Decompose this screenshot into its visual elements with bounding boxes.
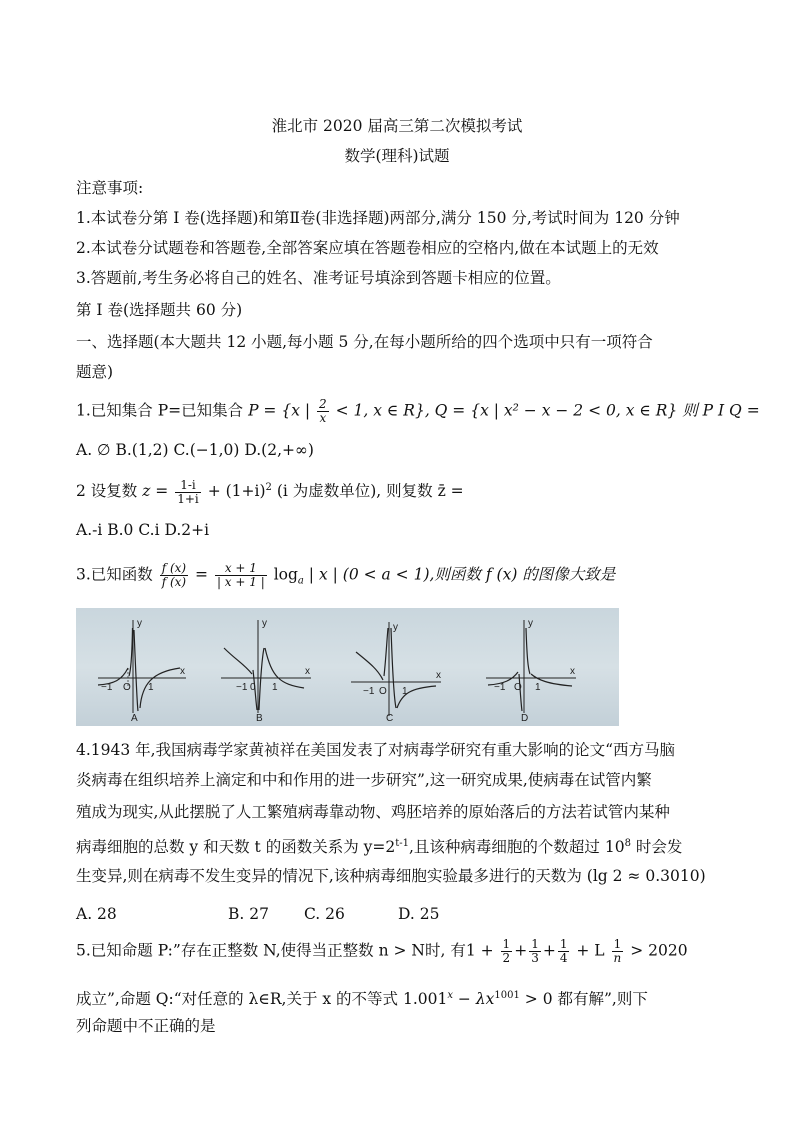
question-2 — [76, 478, 464, 506]
graph-b-origin: 0 — [250, 682, 256, 693]
q2-prefix: 2 设复数 — [76, 482, 143, 501]
q3-fraction-1 — [160, 562, 188, 589]
graph-d-label: D — [521, 713, 529, 724]
q4-line-4 — [76, 834, 682, 857]
graph-c-origin: O — [379, 686, 387, 697]
q3-eq: = — [190, 565, 213, 584]
graph-c-label: C — [386, 713, 394, 724]
graph-b-tick-right: 1 — [272, 682, 278, 693]
q2-post: + (1+i) — [202, 482, 266, 501]
q2-z-eq: z = — [142, 482, 174, 501]
q5-line2-exp2: 1001 — [494, 990, 520, 1001]
q4-line4-pre: 病毒细胞的总数 y 和天数 t 的函数关系为 y=2 — [76, 838, 396, 857]
q4-line-5: 生变异,则在病毒不发生变异的情况下,该种病毒细胞实验最多进行的天数为 (lg 2 ≈ 0.3010) — [76, 867, 706, 885]
graph-d-origin: O — [514, 682, 522, 693]
q4-line4-post: 时会发 — [630, 838, 683, 857]
q4-option-d: D. 25 — [398, 905, 440, 923]
graph-d-tick-right: 1 — [535, 682, 541, 693]
q3-frac1-num: f (x) — [161, 561, 187, 575]
q1-fraction — [317, 398, 329, 425]
q5-frac-1-den: 2 — [502, 951, 511, 965]
note-item-3: 3.答题前,考生务必将自己的姓名、准考证号填涂到答题卡相应的位置。 — [76, 269, 561, 287]
q5-line2-exp1: x — [447, 990, 453, 1001]
exam-title: 淮北市 2020 届高三第二次模拟考试 — [271, 117, 523, 135]
q5-frac-2-den: 3 — [531, 951, 539, 965]
q4-line-1: 4.1943 年,我国病毒学家黄祯祥在美国发表了对病毒学研究有重大影响的论文“西方马脑 — [76, 741, 676, 759]
q5-frac-3 — [558, 938, 570, 965]
section-intro-1: 一、选择题(本大题共 12 小题,每小题 5 分,在每小题所给的四个选项中只有一项符合 — [76, 333, 653, 351]
graph-c-x-label: x — [436, 670, 441, 681]
graph-c — [351, 622, 441, 724]
graph-b-y-label: y — [262, 618, 267, 629]
graph-c-y-label: y — [393, 622, 398, 633]
q5-frac-2-num: 1 — [531, 937, 539, 951]
graph-a — [98, 618, 186, 724]
q5-line-1: 5.已知命题 P:”存在正整数 N,使得当正整数 n > N时, 有1 + $\frac{1}{2}$ + $\frac{1}{3}$ + $\frac{1}{4}$ + L $\frac{1}{n}$ > 2020 — [76, 937, 688, 965]
graph-d-tick-left: −1 — [494, 682, 506, 693]
q3-log: log — [268, 565, 298, 584]
q5-line2-mid: − λx — [453, 990, 495, 1009]
q3-frac2-den: | x + 1 | — [216, 575, 265, 589]
q5-frac-1 — [501, 938, 513, 965]
q1-frac-num: 2 — [319, 397, 327, 411]
graph-a-origin: O — [123, 682, 131, 693]
q5-frac-4-den: n — [613, 951, 622, 965]
graph-a-x-label: x — [180, 666, 185, 677]
graph-b-tick-left: −1 — [236, 682, 248, 693]
graph-c-tick-right: 1 — [402, 686, 408, 697]
question-1 — [76, 398, 760, 425]
q2-frac-den: 1+i — [177, 491, 199, 506]
q3-log-base: a — [297, 575, 304, 587]
q3-fraction-2 — [215, 562, 267, 589]
q4-option-b: B. 27 — [228, 905, 269, 923]
q2-options: A.-i B.0 C.i D.2+i — [76, 521, 210, 539]
q3-graph-figure — [76, 608, 619, 726]
q2-exp: 2 — [265, 482, 272, 493]
q3-prefix: 3.已知函数 — [76, 565, 158, 584]
graph-b — [221, 618, 311, 724]
q4-line4-mid: ,且该种病毒细胞的个数超过 10 — [409, 838, 625, 857]
section-heading: 第 I 卷(选择题共 60 分) — [76, 301, 243, 319]
q1-prefix: 1.已知集合 P=已知集合 — [76, 401, 249, 420]
graph-a-tick-right: 1 — [148, 682, 154, 693]
q5-frac-4-num: 1 — [612, 938, 624, 952]
q3-frac2-num: x + 1 — [215, 562, 267, 576]
q3-tail: | x | (0 < a < 1),则函数 f (x) 的图像大致是 — [303, 565, 616, 584]
q4-option-c: C. 26 — [304, 905, 345, 923]
q5-frac-3-den: 4 — [559, 951, 568, 965]
graph-a-tick-left: −1 — [101, 682, 113, 693]
q5-line-3: 列命题中不正确的是 — [76, 1017, 216, 1035]
question-3 — [76, 562, 615, 592]
notes-heading: 注意事项: — [76, 179, 144, 197]
q1-set-p-post: < 1, x ∈ R}, Q = {x | x² − x − 2 < 0, x ∈ R} 则 P I Q = — [330, 401, 760, 420]
q1-set-p-pre: P = {x | — [248, 401, 316, 420]
q1-frac-den: x — [319, 411, 327, 425]
q5-line1-post: > 2020 — [625, 941, 688, 960]
q2-frac-num: 1-i — [175, 479, 201, 493]
q3-frac1-den: f (x) — [161, 575, 187, 589]
graph-b-x-label: x — [305, 666, 310, 677]
section-intro-2: 题意) — [76, 363, 114, 381]
q3-graphs-svg — [76, 608, 619, 726]
q4-line4-exp2: 8 — [624, 838, 631, 849]
q5-frac-4 — [612, 938, 624, 965]
q4-option-a: A. 28 — [76, 905, 117, 923]
q5-frac-3-num: 1 — [559, 937, 568, 951]
q5-frac-1-num: 1 — [502, 937, 511, 951]
graph-a-y-label: y — [137, 618, 142, 629]
q5-line1-pre: 5.已知命题 P:”存在正整数 N,使得当正整数 n > N时, 有1 + — [76, 941, 499, 960]
note-item-1: 1.本试卷分第 I 卷(选择题)和第Ⅱ卷(非选择题)两部分,满分 150 分,考试时间为 120 分钟 — [76, 209, 680, 227]
graph-b-label: B — [256, 713, 263, 724]
q2-fraction — [175, 479, 201, 506]
q4-line-2: 炎病毒在组织培养上滴定和中和作用的进一步研究”,这一研究成果,使病毒在试管内繁 — [76, 771, 652, 789]
graph-a-label: A — [131, 713, 138, 724]
q4-options — [76, 904, 439, 924]
q5-line2-pre: 成立”,命题 Q:“对任意的 λ∈R,关于 x 的不等式 1.001 — [76, 990, 448, 1009]
q4-line4-exp: t-1 — [395, 838, 409, 849]
q5-line-2 — [76, 986, 648, 1009]
q2-suffix: (i 为虚数单位), 则复数 z̄ = — [271, 482, 464, 501]
q1-options: A. ∅ B.(1,2) C.(−1,0) D.(2,+∞) — [76, 441, 314, 459]
q5-line2-post: > 0 都有解”,则下 — [519, 990, 648, 1009]
exam-subtitle: 数学(理科)试题 — [344, 147, 450, 165]
q4-line-3: 殖成为现实,从此摆脱了人工繁殖病毒靠动物、鸡胚培养的原始落后的方法若试管内某种 — [76, 803, 670, 821]
graph-c-tick-left: −1 — [363, 686, 375, 697]
graph-d — [486, 618, 576, 724]
graph-d-x-label: x — [570, 666, 575, 677]
graph-d-y-label: y — [528, 618, 533, 629]
note-item-2: 2.本试卷分试题卷和答题卷,全部答案应填在答题卷相应的空格内,做在本试题上的无效 — [76, 239, 659, 257]
q5-l-sym: + L — [571, 941, 610, 960]
q5-frac-2 — [529, 938, 541, 965]
